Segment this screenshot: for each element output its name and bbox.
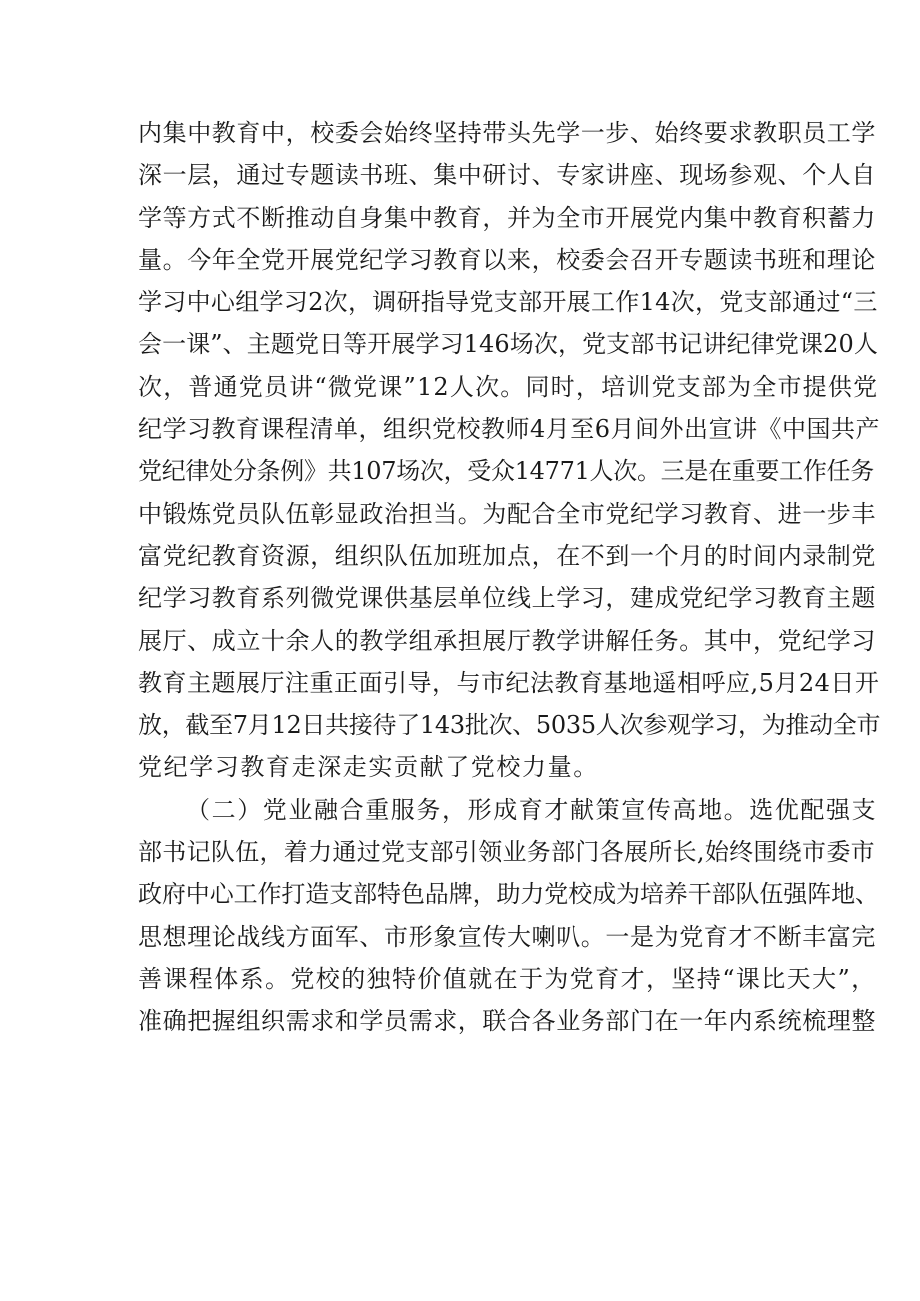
text-line-6: 会一课”、主题党日等开展学习146场次，党支部书记讲纪律党课20人 bbox=[138, 330, 878, 359]
text-line-22: 准确把握组织需求和学员需求，联合各业务部门在一年内系统梳理整 bbox=[138, 1007, 876, 1036]
text-line-12: 纪学习教育系列微党课供基层单位线上学习，建成党纪学习教育主题 bbox=[138, 584, 876, 613]
text-line-13: 展厅、成立十余人的教学组承担展厅教学讲解任务。其中，党纪学习 bbox=[138, 626, 876, 655]
text-line-15: 放，截至7月12日共接待了143批次、5035人次参观学习，为推动全市 bbox=[138, 711, 881, 740]
text-line-14: 教育主题展厅注重正面引导，与市纪法教育基地遥相呼应,5月24日开 bbox=[138, 668, 880, 697]
text-line-5: 学习中心组学习2次，调研指导党支部开展工作14次，党支部通过“三 bbox=[138, 288, 878, 317]
text-line-3: 学等方式不断推动自身集中教育，并为全市开展党内集中教育积蓄力 bbox=[138, 203, 876, 232]
text-line-4: 量。今年全党开展党纪学习教育以来，校委会召开专题读书班和理论 bbox=[138, 245, 876, 274]
text-line-16: 党纪学习教育走深走实贡献了党校力量。 bbox=[138, 753, 599, 782]
text-line-8: 纪学习教育课程清单，组织党校教师4月至6月间外出宣讲《中国共产 bbox=[138, 415, 881, 444]
text-line-9: 党纪律处分条例》共107场次，受众14771人次。三是在重要工作任务 bbox=[138, 457, 874, 486]
text-line-21: 善课程体系。党校的独特价值就在于为党育才，坚持“课比天大”， bbox=[138, 964, 877, 993]
text-line-19: 政府中心工作打造支部特色品牌，助力党校成为培养干部队伍强阵地、 bbox=[138, 880, 879, 909]
text-line-11: 富党纪教育资源，组织队伍加班加点，在不到一个月的时间内录制党 bbox=[138, 541, 876, 570]
text-line-10: 中锻炼党员队伍彰显政治担当。为配合全市党纪学习教育、进一步丰 bbox=[138, 499, 876, 528]
text-line-20: 思想理论战线方面军、市形象宣传大喇叭。一是为党育才不断丰富完 bbox=[138, 922, 876, 951]
body-text bbox=[138, 112, 881, 1043]
text-line-7: 次，普通党员讲“微党课”12人次。同时，培训党支部为全市提供党 bbox=[138, 372, 879, 401]
text-line-2: 深一层，通过专题读书班、集中研讨、专家讲座、现场参观、个人自 bbox=[138, 161, 876, 190]
text-line-1: 内集中教育中，校委会始终坚持带头先学一步、始终要求教职员工学 bbox=[138, 119, 876, 147]
text-line-18: 部书记队伍，着力通过党支部引领业务部门各展所长,始终围绕市委市 bbox=[138, 838, 875, 867]
section-heading-line: （二）党业融合重服务，形成育才献策宣传高地。选优配强支 bbox=[186, 795, 878, 824]
